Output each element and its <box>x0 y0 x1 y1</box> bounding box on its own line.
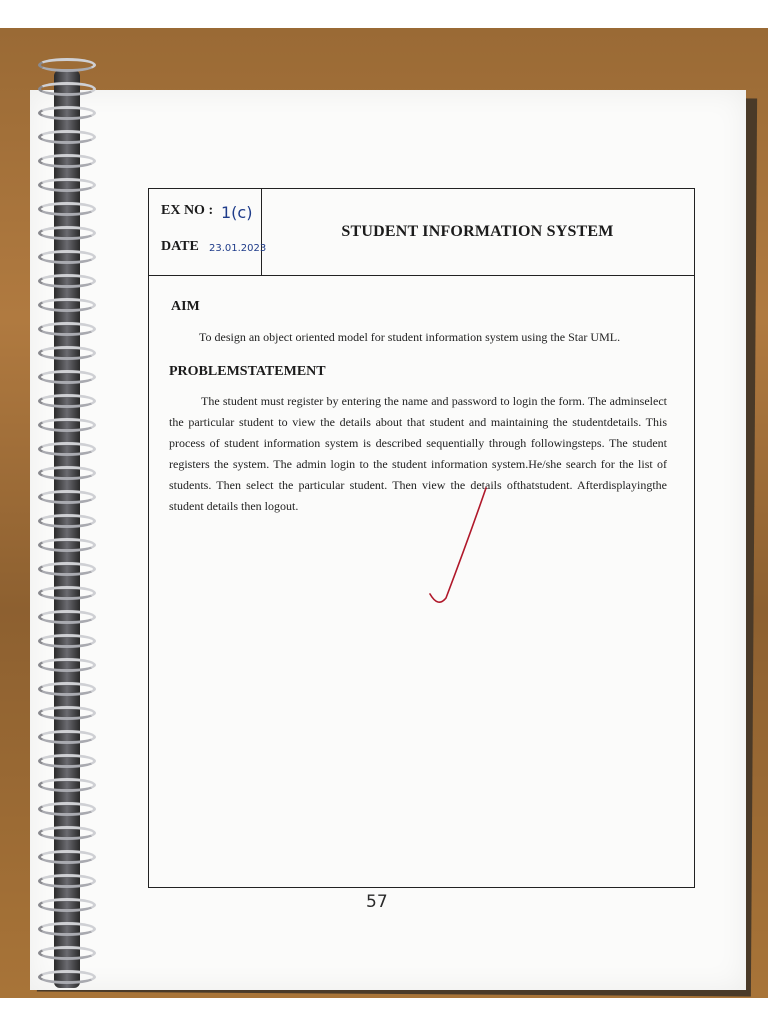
spiral-coil <box>38 706 96 720</box>
spiral-coil <box>38 946 96 960</box>
date-value: 23.01.2023 <box>209 243 267 254</box>
ex-no-label: EX NO : <box>161 203 214 218</box>
spiral-coil <box>38 658 96 672</box>
spiral-coil <box>38 274 96 288</box>
spiral-coil <box>38 466 96 480</box>
page-title: STUDENT INFORMATION SYSTEM <box>341 223 614 240</box>
spiral-coil <box>38 154 96 168</box>
header-title-cell <box>261 189 694 276</box>
aim-text: To design an object oriented model for student information system using the Star UML. <box>199 330 621 344</box>
spiral-coil <box>38 970 96 984</box>
spiral-coil <box>38 610 96 624</box>
spiral-coil <box>38 370 96 384</box>
spiral-coil <box>38 778 96 792</box>
spiral-coil <box>38 250 96 264</box>
date-label: DATE <box>161 239 199 254</box>
spiral-coil <box>38 802 96 816</box>
spiral-coil <box>38 418 96 432</box>
spiral-coil <box>38 850 96 864</box>
page-number: 57 <box>366 892 388 912</box>
aim-heading: AIM <box>171 299 200 314</box>
spiral-coil <box>38 106 96 120</box>
spiral-coil <box>38 514 96 528</box>
spiral-coil <box>38 826 96 840</box>
spiral-coil <box>38 346 96 360</box>
spiral-coil <box>38 586 96 600</box>
ex-no-value: 1(c) <box>221 203 253 222</box>
spiral-coil <box>38 922 96 936</box>
spiral-coil <box>38 298 96 312</box>
checkmark-icon <box>420 470 500 610</box>
spiral-coil <box>38 730 96 744</box>
spiral-coil <box>38 202 96 216</box>
spiral-coil <box>38 562 96 576</box>
spiral-coil <box>38 442 96 456</box>
spiral-coil <box>38 226 96 240</box>
spiral-coil <box>38 538 96 552</box>
problem-heading: PROBLEMSTATEMENT <box>169 364 326 379</box>
spiral-coil <box>38 490 96 504</box>
spiral-coil <box>38 130 96 144</box>
problem-text: The student must register by entering the name and password to login the form. The adminselect the particular student to view the details about that student and maintaining the studentdetails. This process of student information system is described sequentially through followingsteps. The student registers the system. The admin login to the student information system.He/she search for the list of students. Then select the particular student. Then view the details ofthatstudent. Afterdisplayingthe student details then logout. <box>169 394 667 513</box>
spiral-coil <box>38 58 96 72</box>
spiral-coil <box>38 682 96 696</box>
spiral-coil <box>38 754 96 768</box>
spiral-coil <box>38 394 96 408</box>
spiral-coil <box>38 82 96 96</box>
header-info-cell <box>149 189 267 276</box>
spiral-coil <box>38 874 96 888</box>
spiral-coil <box>38 178 96 192</box>
spiral-coil <box>38 634 96 648</box>
spiral-coil <box>38 898 96 912</box>
spiral-coil <box>38 322 96 336</box>
